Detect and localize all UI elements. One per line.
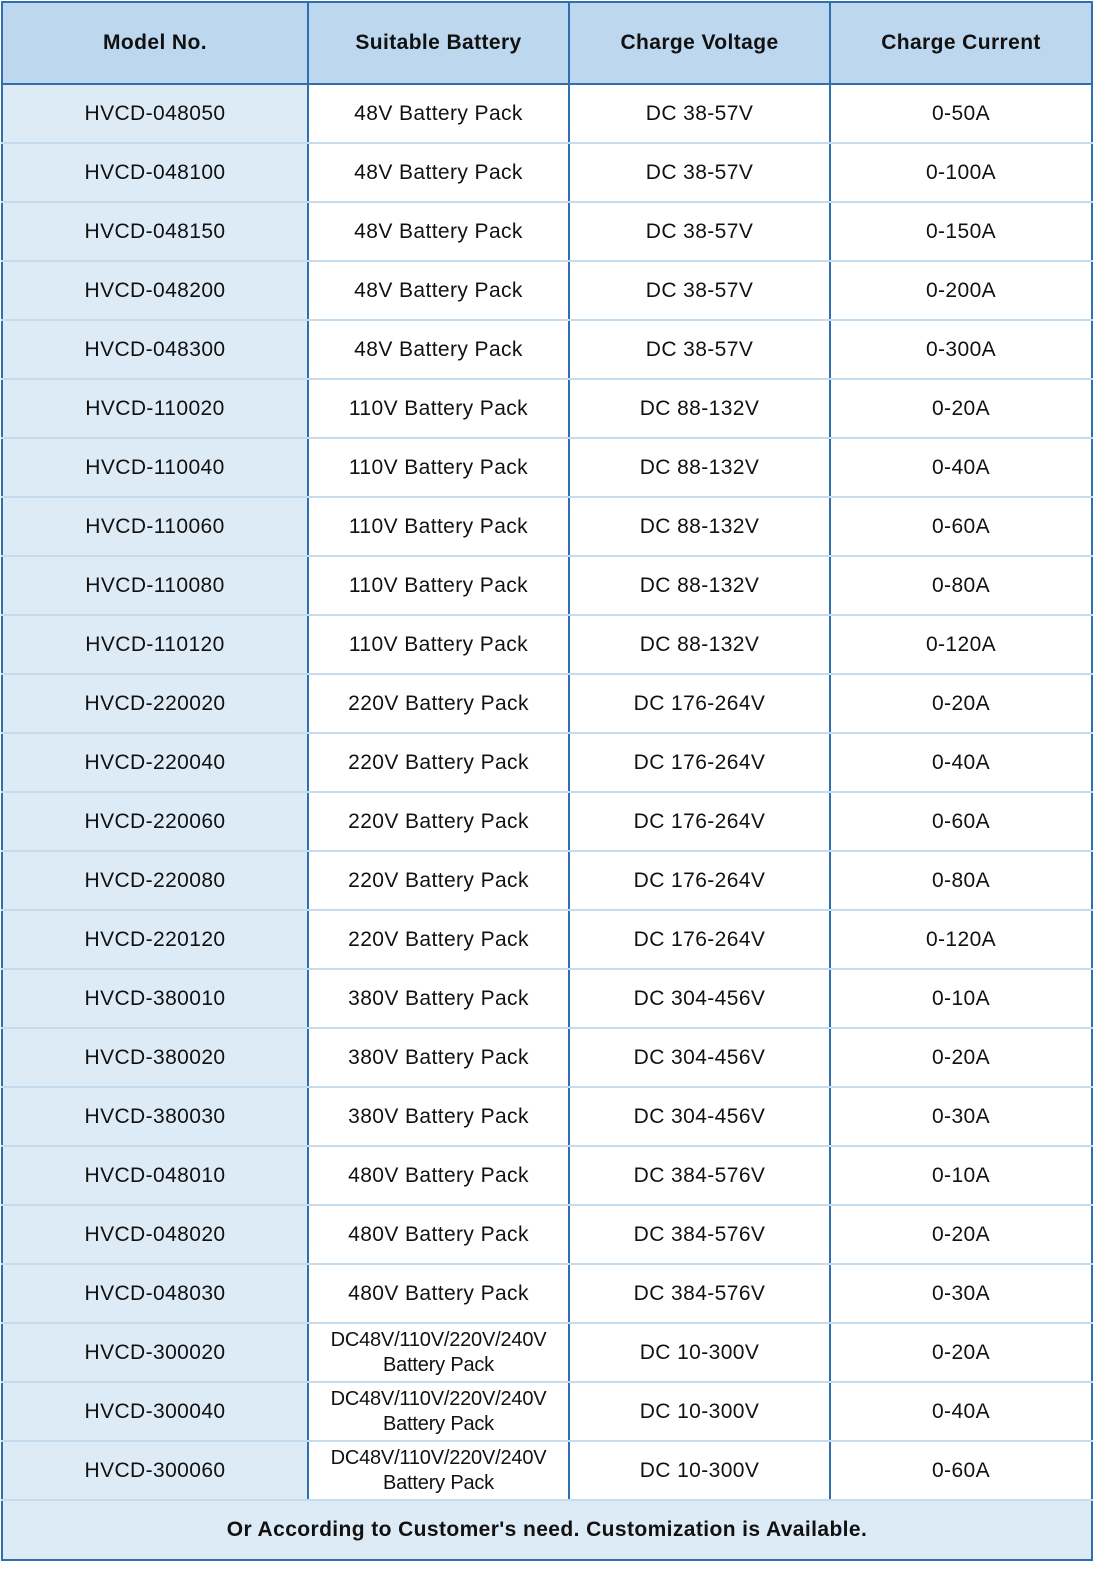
table-row [2,969,1092,1028]
current-cell: 0-120A [830,910,1092,969]
voltage-cell: DC 88-132V [569,379,830,438]
header-row [2,2,1092,84]
model-cell: HVCD-300020 [2,1323,308,1382]
battery-cell [308,1323,569,1382]
current-cell: 0-10A [830,969,1092,1028]
battery-cell: 380V Battery Pack [308,969,569,1028]
battery-cell: 220V Battery Pack [308,733,569,792]
battery-line-2: Battery Pack [383,1471,494,1494]
battery-cell: 48V Battery Pack [308,261,569,320]
battery-cell: 220V Battery Pack [308,851,569,910]
current-cell: 0-30A [830,1087,1092,1146]
current-cell: 0-20A [830,674,1092,733]
voltage-cell: DC 176-264V [569,733,830,792]
header-charge-current: Charge Current [830,2,1092,84]
header-suitable-battery: Suitable Battery [308,2,569,84]
current-cell: 0-10A [830,1146,1092,1205]
table-row [2,910,1092,969]
model-cell: HVCD-048020 [2,1205,308,1264]
battery-cell: 48V Battery Pack [308,84,569,143]
current-cell: 0-20A [830,1205,1092,1264]
voltage-cell: DC 304-456V [569,1028,830,1087]
model-cell: HVCD-048200 [2,261,308,320]
voltage-cell: DC 38-57V [569,202,830,261]
model-cell: HVCD-048100 [2,143,308,202]
voltage-cell: DC 10-300V [569,1323,830,1382]
voltage-cell: DC 304-456V [569,969,830,1028]
battery-cell: 380V Battery Pack [308,1028,569,1087]
current-cell: 0-40A [830,438,1092,497]
model-cell: HVCD-110060 [2,497,308,556]
model-cell: HVCD-380020 [2,1028,308,1087]
voltage-cell: DC 38-57V [569,261,830,320]
current-cell: 0-200A [830,261,1092,320]
header-model-no: Model No. [2,2,308,84]
table-row [2,556,1092,615]
voltage-cell: DC 88-132V [569,438,830,497]
voltage-cell: DC 38-57V [569,143,830,202]
table-row [2,1028,1092,1087]
current-cell: 0-40A [830,733,1092,792]
voltage-cell: DC 88-132V [569,497,830,556]
voltage-cell: DC 384-576V [569,1264,830,1323]
battery-cell: 110V Battery Pack [308,556,569,615]
battery-cell: 110V Battery Pack [308,497,569,556]
table-row [2,792,1092,851]
battery-cell: 220V Battery Pack [308,792,569,851]
current-cell: 0-60A [830,497,1092,556]
voltage-cell: DC 304-456V [569,1087,830,1146]
voltage-cell: DC 88-132V [569,615,830,674]
current-cell: 0-300A [830,320,1092,379]
battery-line-1: DC48V/110V/220V/240V [330,1328,547,1351]
current-cell: 0-50A [830,84,1092,143]
model-cell: HVCD-048150 [2,202,308,261]
model-cell: HVCD-110080 [2,556,308,615]
battery-cell: 380V Battery Pack [308,1087,569,1146]
model-cell: HVCD-220040 [2,733,308,792]
footer-row [2,1500,1092,1560]
battery-cell: 480V Battery Pack [308,1205,569,1264]
voltage-cell: DC 88-132V [569,556,830,615]
current-cell: 0-60A [830,1441,1092,1500]
model-cell: HVCD-110040 [2,438,308,497]
model-cell: HVCD-110120 [2,615,308,674]
voltage-cell: DC 384-576V [569,1205,830,1264]
table-row [2,615,1092,674]
voltage-cell: DC 10-300V [569,1441,830,1500]
battery-cell: 110V Battery Pack [308,615,569,674]
model-cell: HVCD-048010 [2,1146,308,1205]
battery-cell: 48V Battery Pack [308,202,569,261]
current-cell: 0-120A [830,615,1092,674]
specification-table [1,1,1093,1561]
table-row [2,1264,1092,1323]
current-cell: 0-150A [830,202,1092,261]
table-row [2,320,1092,379]
table-row [2,1205,1092,1264]
current-cell: 0-20A [830,1323,1092,1382]
battery-line-1: DC48V/110V/220V/240V [330,1387,547,1410]
battery-cell: 48V Battery Pack [308,320,569,379]
table-row [2,1441,1092,1500]
model-cell: HVCD-048300 [2,320,308,379]
table-row [2,379,1092,438]
battery-cell: 220V Battery Pack [308,674,569,733]
model-cell: HVCD-300060 [2,1441,308,1500]
table-row [2,202,1092,261]
model-cell: HVCD-048030 [2,1264,308,1323]
current-cell: 0-80A [830,556,1092,615]
table-row [2,851,1092,910]
table-row [2,261,1092,320]
current-cell: 0-60A [830,792,1092,851]
model-cell: HVCD-220060 [2,792,308,851]
table-row [2,84,1092,143]
customization-note: Or According to Customer's need. Customization is Available. [2,1500,1092,1560]
current-cell: 0-20A [830,1028,1092,1087]
voltage-cell: DC 10-300V [569,1382,830,1441]
voltage-cell: DC 38-57V [569,84,830,143]
voltage-cell: DC 384-576V [569,1146,830,1205]
current-cell: 0-20A [830,379,1092,438]
battery-line-2: Battery Pack [383,1353,494,1376]
battery-cell: 480V Battery Pack [308,1146,569,1205]
battery-cell [308,1441,569,1500]
model-cell: HVCD-300040 [2,1382,308,1441]
table-row [2,1146,1092,1205]
voltage-cell: DC 38-57V [569,320,830,379]
table-row [2,1087,1092,1146]
battery-cell: 110V Battery Pack [308,438,569,497]
battery-line-2: Battery Pack [383,1412,494,1435]
table-header [2,2,1092,84]
model-cell: HVCD-380010 [2,969,308,1028]
table-row [2,438,1092,497]
model-cell: HVCD-110020 [2,379,308,438]
table-row [2,497,1092,556]
voltage-cell: DC 176-264V [569,851,830,910]
battery-line-1: DC48V/110V/220V/240V [330,1446,547,1469]
voltage-cell: DC 176-264V [569,792,830,851]
current-cell: 0-30A [830,1264,1092,1323]
table-row [2,1382,1092,1441]
current-cell: 0-100A [830,143,1092,202]
table-row [2,674,1092,733]
model-cell: HVCD-380030 [2,1087,308,1146]
current-cell: 0-80A [830,851,1092,910]
table-body [2,84,1092,1500]
table-row [2,733,1092,792]
model-cell: HVCD-220120 [2,910,308,969]
battery-cell: 480V Battery Pack [308,1264,569,1323]
header-charge-voltage: Charge Voltage [569,2,830,84]
model-cell: HVCD-048050 [2,84,308,143]
battery-cell: 110V Battery Pack [308,379,569,438]
table-row [2,1323,1092,1382]
battery-cell: 48V Battery Pack [308,143,569,202]
model-cell: HVCD-220080 [2,851,308,910]
voltage-cell: DC 176-264V [569,910,830,969]
table-footer [2,1500,1092,1560]
battery-cell: 220V Battery Pack [308,910,569,969]
voltage-cell: DC 176-264V [569,674,830,733]
model-cell: HVCD-220020 [2,674,308,733]
battery-cell [308,1382,569,1441]
current-cell: 0-40A [830,1382,1092,1441]
table-row [2,143,1092,202]
